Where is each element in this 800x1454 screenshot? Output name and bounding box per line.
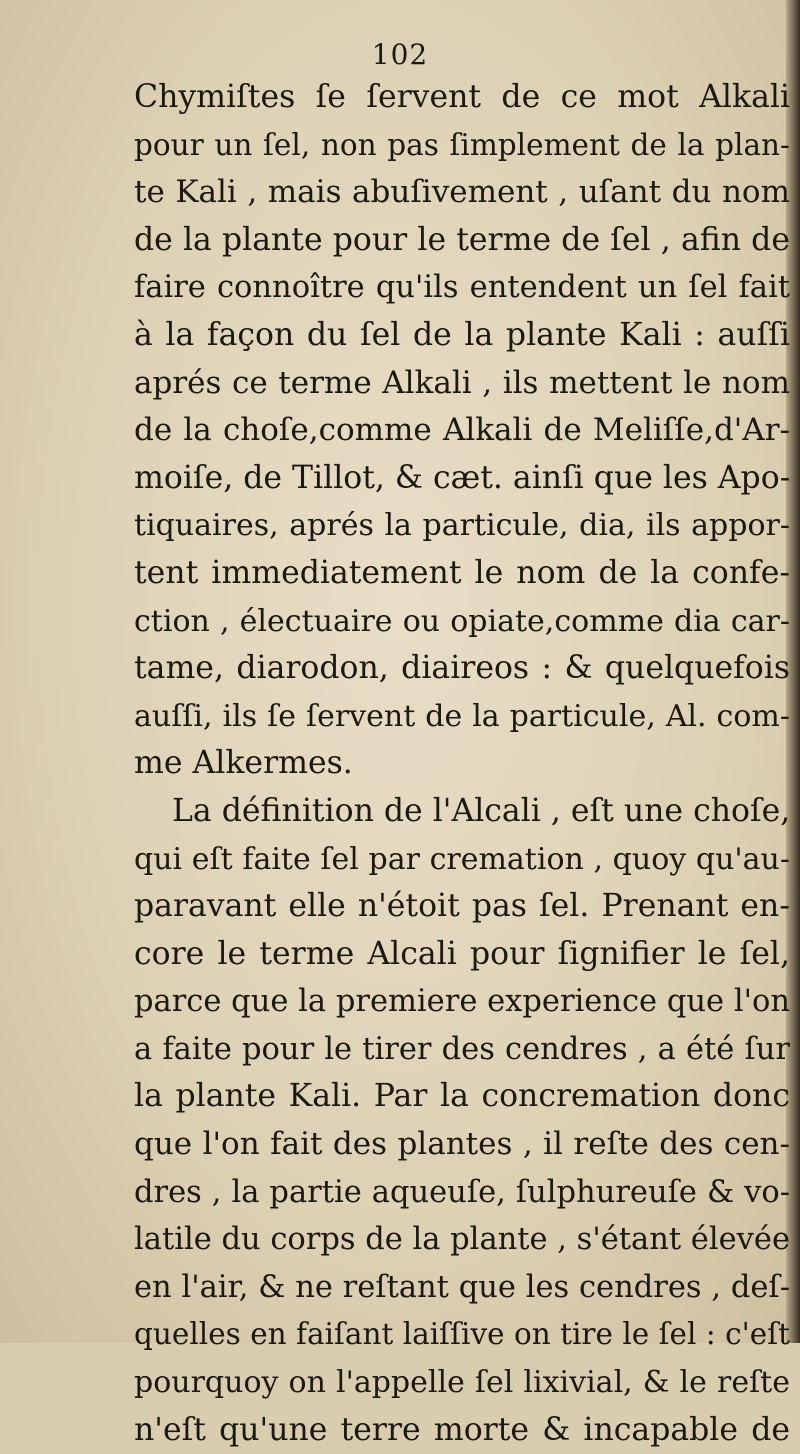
text-line: qui eſt faite ſel par cremation , quoy qu'au- bbox=[134, 841, 790, 877]
text-line: quelles en faiſant laiſſive on tire le ſel : c'eſt bbox=[134, 1317, 790, 1352]
text-line: parce que la premiere experience que l'on bbox=[134, 984, 790, 1020]
text-line: paravant elle n'étoit pas ſel. Prenant en- bbox=[134, 888, 790, 925]
text-line: pour un ſel, non pas ſimplement de la plan- bbox=[134, 127, 790, 162]
text-line: a faite pour le tirer des cendres , a été ſur bbox=[134, 1031, 790, 1067]
text-line: latile du corps de la plante , s'étant élevée bbox=[134, 1222, 790, 1258]
body-text bbox=[134, 74, 790, 1454]
text-line: moiſe, de Tillot, & cæt. ainſi que les Apo- bbox=[134, 459, 791, 496]
text-line: tent immediatement le nom de la confe- bbox=[134, 554, 790, 591]
text-line: tame, diarodon, diaireos : & quelquefois bbox=[134, 650, 790, 687]
text-line: la plante Kali. Par la concremation donc bbox=[134, 1078, 790, 1115]
text-line: te Kali , mais abuſivement , uſant du nom bbox=[134, 174, 790, 211]
text-line: tiquaires, aprés la particule, dia, ils appor- bbox=[134, 508, 790, 544]
text-line: n'eſt qu'une terre morte & incapable de bbox=[134, 1411, 790, 1448]
text-line: que l'on fait des plantes , il reſte des cen- bbox=[134, 1126, 790, 1163]
text-line: core le terme Alcali pour ſignifier le ſel, bbox=[134, 935, 790, 972]
text-line: de la choſe,comme Alkali de Meliſſe,d'Ar- bbox=[134, 412, 790, 449]
text-line: faire connoître qu'ils entendent un ſel fait bbox=[134, 270, 790, 306]
text-line: en l'air, & ne reſtant que les cendres , deſ- bbox=[134, 1269, 790, 1305]
text-line: me Alkermes. bbox=[134, 745, 353, 782]
text-line: pourquoy on l'appelle ſel lixivial, & le reſte bbox=[134, 1365, 790, 1401]
text-line: ction , électuaire ou opiate,comme dia car- bbox=[134, 603, 790, 639]
text-line: à la façon du ſel de la plante Kali : auſſi bbox=[134, 316, 790, 353]
text-line: Chymiſtes ſe ſervent de ce mot Alkali bbox=[134, 79, 790, 115]
text-line: dres , la partie aqueuſe, ſulphureuſe & vo- bbox=[134, 1174, 790, 1210]
page-number: 102 bbox=[371, 38, 429, 71]
text-line: auſſi, ils ſe ſervent de la particule, Al. com- bbox=[134, 698, 790, 734]
paragraph-start-line: La définition de l'Alcali , eſt une choſe, bbox=[172, 792, 791, 829]
text-line: aprés ce terme Alkali , ils mettent le nom bbox=[134, 364, 790, 401]
text-line: de la plante pour le terme de ſel , afin de bbox=[134, 221, 790, 258]
